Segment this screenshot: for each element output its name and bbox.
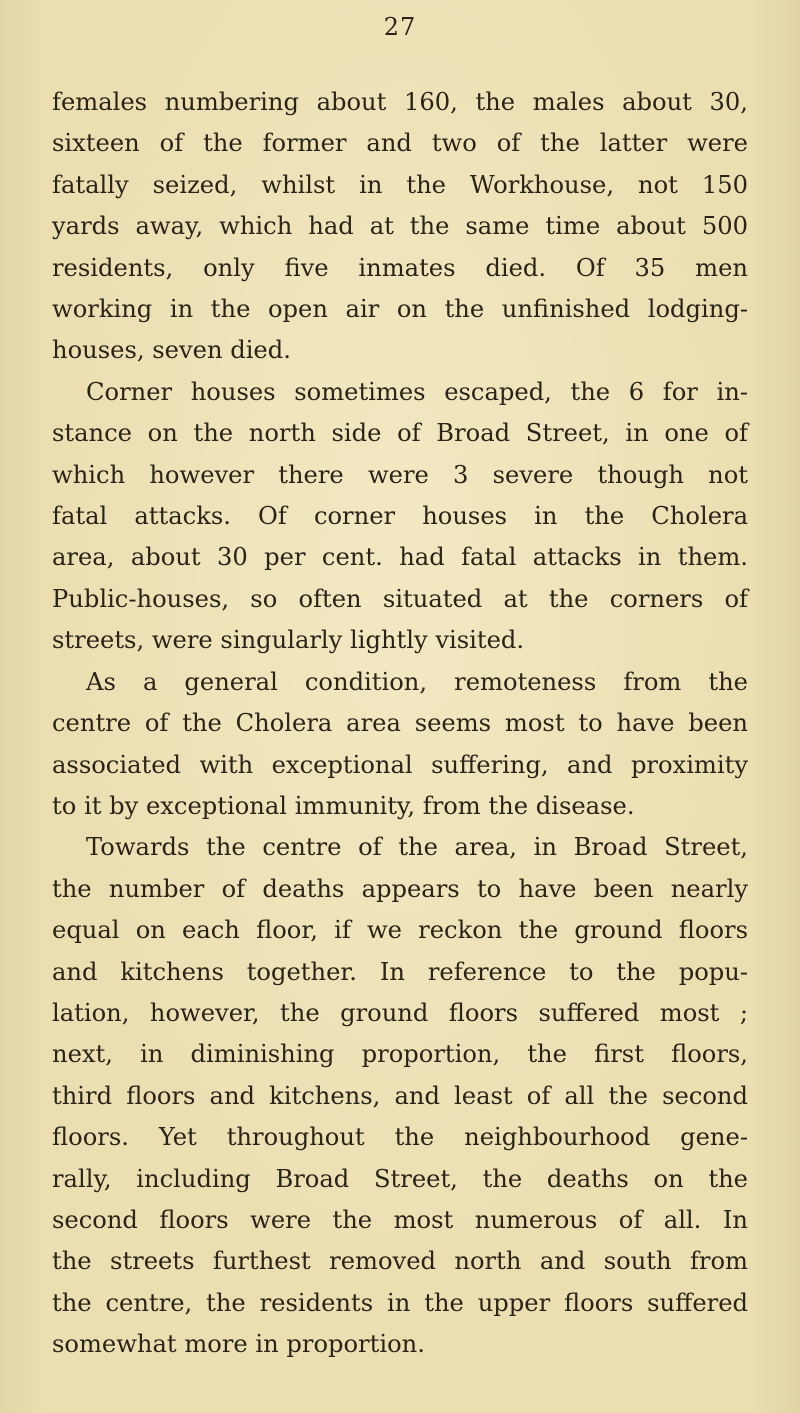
text-line: stance on the north side of Broad Street, in one of [52,419,748,448]
text-line: area, about 30 per cent. had fatal attacks in them. [52,543,748,572]
text-line: working in the open air on the unfinished lodging- [52,295,748,324]
text-line: As a general condition, remoteness from the [86,667,748,696]
text-line: third floors and kitchens, and least of all the second [52,1081,748,1110]
text-line: second floors were the most numerous of all. In [52,1205,748,1234]
text-line: houses, seven died. [52,336,291,365]
text-line: streets, were singularly lightly visited. [52,626,525,655]
text-line: centre of the Cholera area seems most to have been [52,709,748,738]
text-line: lation, however, the ground floors suffered most ; [52,998,748,1027]
paragraph [52,827,748,1365]
text-line: residents, only five inmates died. Of 35 men [52,253,748,282]
text-line: the centre, the residents in the upper floors suffered [52,1288,748,1317]
text-line: somewhat more in proportion. [52,1330,425,1359]
page-number: 27 [383,13,417,41]
text-line: equal on each floor, if we reckon the ground floors [52,916,748,945]
paragraph [52,82,748,372]
text-line: the number of deaths appears to have been nearly [52,874,748,903]
text-line: sixteen of the former and two of the latter were [52,129,748,158]
text-line: to it by exceptional immunity, from the disease. [52,791,635,820]
text-line: associated with exceptional suffering, and proximity [52,750,748,779]
text-line: fatally seized, whilst in the Workhouse, not 150 [52,170,748,199]
body-text [52,82,748,1366]
text-line: the streets furthest removed north and south from [52,1247,748,1276]
text-line: yards away, which had at the same time about 500 [52,212,748,241]
text-line: Corner houses sometimes escaped, the 6 for in- [86,377,748,406]
text-line: females numbering about 160, the males about 30, [52,88,748,116]
text-line: which however there were 3 severe though not [52,460,748,489]
text-line: floors. Yet throughout the neighbourhood gene- [52,1123,748,1152]
paragraph [52,662,748,828]
text-line: next, in diminishing proportion, the first floors, [52,1040,748,1069]
text-line: rally, including Broad Street, the deaths on the [52,1164,748,1193]
text-line: fatal attacks. Of corner houses in the Cholera [52,502,748,531]
text-line: and kitchens together. In reference to the popu- [52,957,748,986]
text-line: Towards the centre of the area, in Broad Street, [86,833,748,862]
paragraph [52,372,748,662]
text-line: Public-houses, so often situated at the corners of [52,584,748,613]
